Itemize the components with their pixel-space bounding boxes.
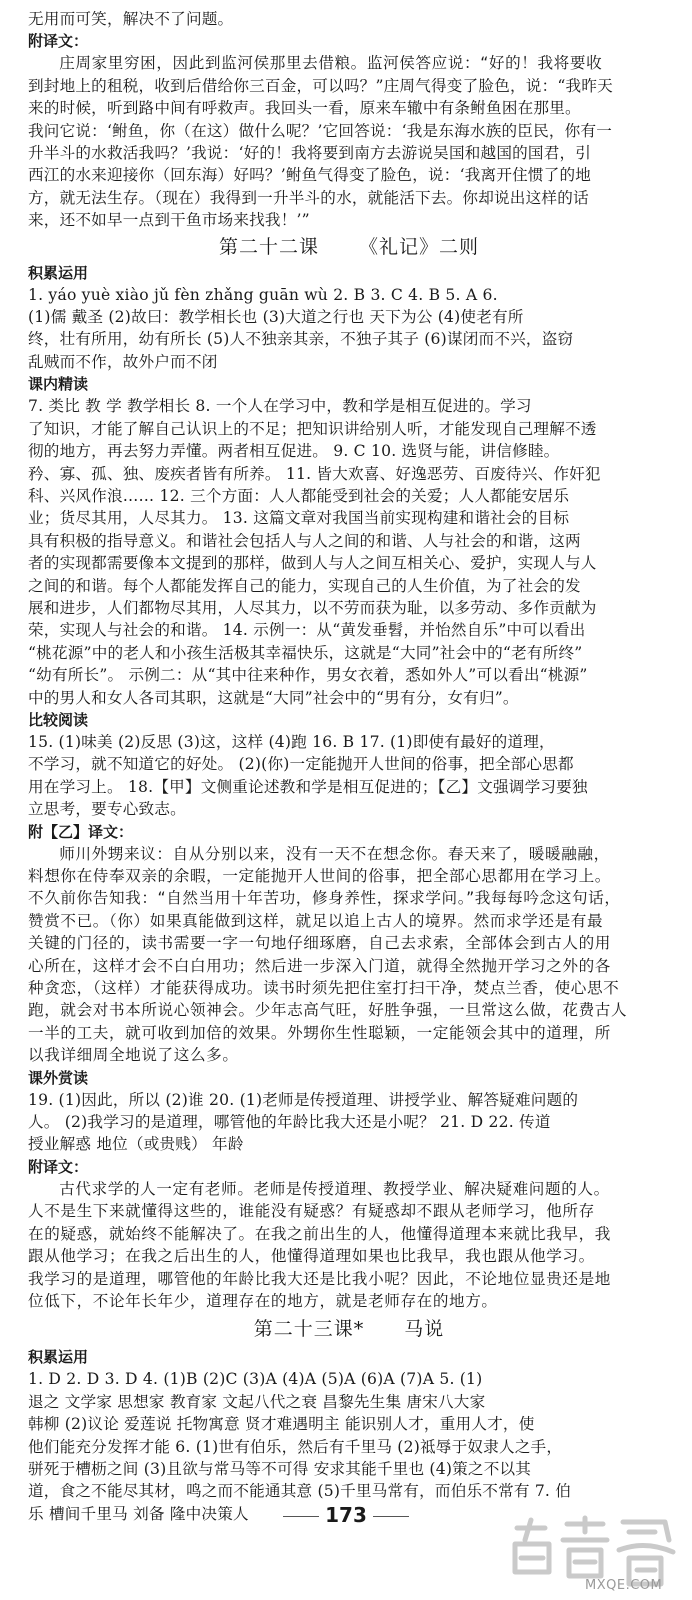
answer-line: 用在学习上。 18.【甲】文侧重论述教和学是相互促进的；【乙】文强调学习要独: [28, 777, 588, 796]
answer-line: 15. (1)味美 (2)反思 (3)这，这样 (4)跑 16. B 17. (1)即使有最好的道理，: [28, 732, 555, 751]
answer-line: 中的男人和女人各司其职，这就是“大同”社会中的“男有分，女有归”。: [28, 688, 519, 707]
answer-line: 者的实现都需要像本文提到的那样，做到人与人之间互相关心、爱护，实现人与人: [28, 554, 597, 573]
answer-line: “桃花源”中的老人和小孩生活极其幸福快乐，这就是“大同”社会中的“老有所终”: [28, 643, 583, 662]
text-line: 升半斗的水救活我吗？’我说：‘好的！我将要到南方去游说吴国和越国的国君，引: [28, 144, 592, 163]
answer-line: 展和进步，人们都物尽其用，人尽其力，以不劳而获为耻，以多劳动、多作贡献为: [28, 598, 597, 617]
text-line: 来，还不如早一点到干鱼市场来找我！’”: [28, 211, 310, 230]
translation-line: 古代求学的人一定有老师。老师是传授道理、教授学业、解决疑难问题的人。: [59, 1179, 610, 1198]
lesson-name: 《礼记》二则: [359, 235, 480, 258]
answer-line: 终，壮有所用，幼有所长 (5)人不独亲其亲，不独子其子 (6)谋闭而不兴，盗窃: [28, 330, 574, 349]
text-line: 庄周家里穷困，因此到监河侯那里去借粮。监河侯答应说：“好的！我将要收: [59, 54, 603, 73]
answer-line: 19. (1)因此，所以 (2)谁 20. (1)老师是传授道理、讲授学业、解答疑难问题的: [28, 1090, 579, 1109]
translation-line: 跟从他学习；在我之后出生的人，他懂得道理如果也比我早，我也跟从他学习。: [28, 1247, 595, 1266]
section-heading: 课外赏读: [28, 1068, 89, 1087]
section-heading: 比较阅读: [28, 710, 89, 729]
translation-line: 我学习的是道理，哪管他的年龄比我大还是比我小呢？因此，不论地位显贵还是地: [28, 1269, 611, 1288]
answer-line: 荣，实现人与社会的和谐。 14. 示例一：从“黄发垂髫，并怡然自乐”中可以看出: [28, 621, 586, 640]
page-content: [28, 8, 670, 1525]
translation-line: 以我详细周全地说了这么多。: [28, 1046, 239, 1065]
translation-line: 一半的工夫，就可收到加倍的效果。外甥你生性聪颖，一定能领会其中的道理，所: [28, 1023, 611, 1042]
answer-line: 科、兴风作浪…… 12. 三个方面：人人都能受到社会的关爱；人人都能安居乐: [28, 486, 570, 505]
answer-line: “幼有所长”。 示例二：从“其中往来种作，男女衣着，悉如外人”可以看出“桃源”: [28, 666, 588, 685]
translation-line: 位低下，不论年长年少，道理存在的地方，就是老师存在的地方。: [28, 1291, 498, 1310]
section-heading: 课内精读: [28, 375, 89, 394]
answer-line: 立思考，要专心致志。: [28, 800, 186, 819]
answer-line: (1)儒 戴圣 (2)故曰：教学相长也 (3)大道之行也 天下为公 (4)使老有所: [28, 308, 524, 327]
translation-line: 人不是生下来就懂得这些的，谁能没有疑惑？有疑惑却不跟从老师学习，他所存: [28, 1202, 595, 1221]
answer-line: 退之 文学家 思想家 教育家 文起八代之衰 昌黎先生集 唐宋八大家: [28, 1392, 486, 1411]
answer-line: 业；货尽其用，人尽其力。 13. 这篇文章对我国当前实现构建和谐社会的目标: [28, 509, 570, 528]
answer-line: 1. D 2. D 3. D 4. (1)B (2)C (3)A (4)A (5)A (6)A (7)A 5. (1): [28, 1370, 483, 1389]
answer-line: 他们能充分发挥才能 6. (1)世有伯乐，然后有千里马 (2)祗辱于奴隶人之手，: [28, 1437, 563, 1456]
answer-line: 授业解惑 地位（或贵贱） 年龄: [28, 1135, 244, 1154]
answer-line: 之间的和谐。每个人都能发挥自己的能力，实现自己的人生价值，为了社会的发: [28, 576, 581, 595]
answer-line: 彻的地方，再去努力弄懂。两者相互促进。 9. C 10. 选贤与能，讲信修睦。: [28, 442, 560, 461]
lesson-number: 第二十二课: [218, 235, 319, 258]
section-heading: 积累运用: [28, 1348, 89, 1367]
text-line: 我问它说：‘鲋鱼，你（在这）做什么呢？’它回答说：‘我是东海水族的臣民，你有一: [28, 121, 613, 140]
section-heading: 附【乙】译文：: [28, 822, 134, 841]
text-line: 西江的水来迎接你（回东海）好吗？’鲋鱼气得变了脸色，说：‘我离开住惯了的地: [28, 166, 592, 185]
answer-line: 7. 类比 教 学 教学相长 8. 一个人在学习中，教和学是相互促进的。学习: [28, 397, 532, 416]
text-line: 到封地上的租税，收到后借给你三百金，可以吗？”庄周气得变了脸色，说：“我昨天: [28, 76, 613, 95]
answer-line: 乱贼而不作，故外户而不闭: [28, 352, 218, 371]
lesson-number: 第二十三课*: [253, 1318, 365, 1341]
translation-line: 在的疑惑，就始终不能解决了。在我之前出生的人，他懂得道理本来就比我早，我: [28, 1224, 611, 1243]
translation-line: 心所在，这样才会不白白用功；然后进一步深入门道，就得全然抛开学习之外的各: [28, 956, 611, 975]
answer-line: 不学习，就不知道它的好处。 (2)(你)一定能抛开人世间的俗事，把全部心思都: [28, 755, 574, 774]
translation-line: 不久前你告知我：“自然当用十年苦功，修身养性，探求学问。”我每每吟念这句话，: [28, 889, 621, 908]
answer-line: 1. yáo yuè xiào jǔ fèn zhǎng guān wù 2. B 3. C 4. B 5. A 6.: [28, 285, 498, 304]
translation-line: 料想你在侍奉双亲的余暇，一定能抛开人世间的俗事，把全部心思都用在学习上。: [28, 867, 611, 885]
lesson-title: [28, 232, 670, 262]
watermark-url: MXQE.COM: [585, 1578, 663, 1593]
answer-line: 矜、寡、孤、独、废疾者皆有所养。 11. 皆大欢喜、好逸恶劳、百废待兴、作奸犯: [28, 464, 601, 483]
translation-line: 关键的门径的，读书需要一字一句地仔细琢磨，自己去求索，全部体会到古人的用: [28, 934, 611, 953]
text-line: 方，就无法生存。（现在）我得到一升半斗的水，就能活下去。你却说出这样的话: [28, 188, 589, 207]
answer-line: 道，食之不能尽其材，鸣之而不能通其意 (5)千里马常有，而伯乐不常有 7. 伯: [28, 1482, 572, 1501]
translation-line: 师川外甥来议：自从分别以来，没有一天不在想念你。春天来了，暖暖融融，: [59, 844, 610, 863]
answer-line: 韩柳 (2)议论 爱莲说 托物寓意 贤才难遇明主 能识别人才，重用人才，使: [28, 1415, 535, 1434]
section-heading: 积累运用: [28, 263, 89, 282]
page-number-value: 173: [325, 1503, 367, 1527]
answer-line: 乐 槽间千里马 刘备 隆中决策人: [28, 1504, 249, 1523]
answer-line: 骈死于槽枥之间 (3)且欲与常马等不可得 安求其能千里也 (4)策之不以其: [28, 1459, 532, 1478]
text-line: 无用而可笑，解决不了问题。: [28, 10, 234, 28]
section-heading: 附译文：: [28, 32, 89, 51]
answer-line: 人。 (2)我学习的是道理，哪管他的年龄比我大还是小呢？ 21. D 22. 传道: [28, 1113, 551, 1132]
translation-block: [28, 52, 670, 231]
translation-line: 赞赏不已。（你）如果真能做到这样，就足以追上古人的境界。然而求学还是有最: [28, 911, 604, 930]
translation-line: 种贪恋，（这样）才能获得成功。读书时须先把住室打扫干净，焚点兰香，使心思不: [28, 979, 620, 998]
lesson-name: 马说: [404, 1318, 445, 1341]
text-line: 来的时候，听到路中间有呼救声。我回头一看，原来车辙中有条鲋鱼困在那里。: [28, 99, 581, 118]
translation-line: 跑，就会对书本所说心领神会。少年志高气旺，好胜争强，一旦常这么做，花费古人: [28, 1001, 628, 1020]
lesson-title: [28, 1314, 670, 1344]
answer-line: 了知识，才能了解自己认识上的不足；把知识讲给别人听，才能发现自己理解不透: [28, 419, 597, 438]
section-heading: 附译文：: [28, 1157, 89, 1176]
answer-line: 具有积极的指导意义。和谐社会包括人与人之间的和谐、人与社会的和谐，这两: [28, 531, 581, 550]
